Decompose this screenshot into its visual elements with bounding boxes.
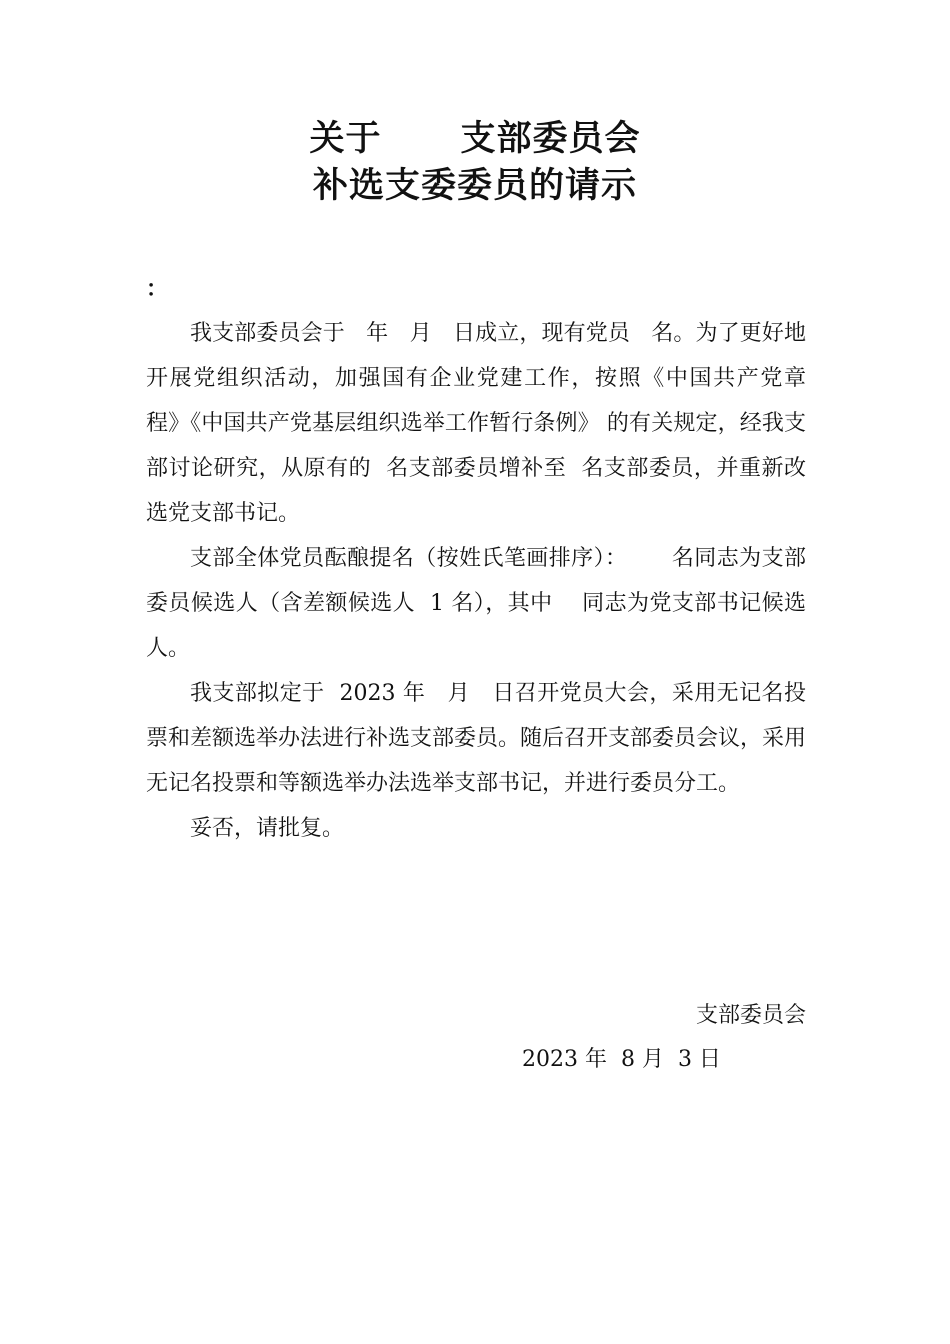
document-body [146, 311, 806, 851]
document-title-line-1: 关于 支部委员会 [309, 118, 641, 159]
signature: 支部委员会 [695, 1003, 806, 1028]
document-date: 2023 年 8 月 3 日 [522, 1047, 721, 1072]
document-title-line-2: 补选支委委员的请示 [312, 165, 637, 206]
paragraph-request: 妥否，请批复。 [190, 816, 345, 841]
paragraph-establishment: 我支部委员会于 年 月 日成立，现有党员 名。为了更好地开展党组织活动，加强国有企业党建工作，按照《中国共产党章程》《中国共产党基层组织选举工作暂行条例》 的有关规定，经我支部讨论研究，从原有的 名支部委员增补至 名支部委员，并重新改选党支部书记。 [146, 321, 806, 526]
paragraph-nomination: 支部全体党员酝酿提名（按姓氏笔画排序）： 名同志为支部委员候选人（含差额候选人 1 名），其中 同志为党支部书记候选人。 [146, 546, 806, 661]
salutation: ： [146, 276, 169, 302]
paragraph-election-plan: 我支部拟定于 2023 年 月 日召开党员大会，采用无记名投票和差额选举办法进行补选支部委员。随后召开支部委员会议，采用无记名投票和等额选举办法选举支部书记，并进行委员分工。 [146, 681, 807, 796]
